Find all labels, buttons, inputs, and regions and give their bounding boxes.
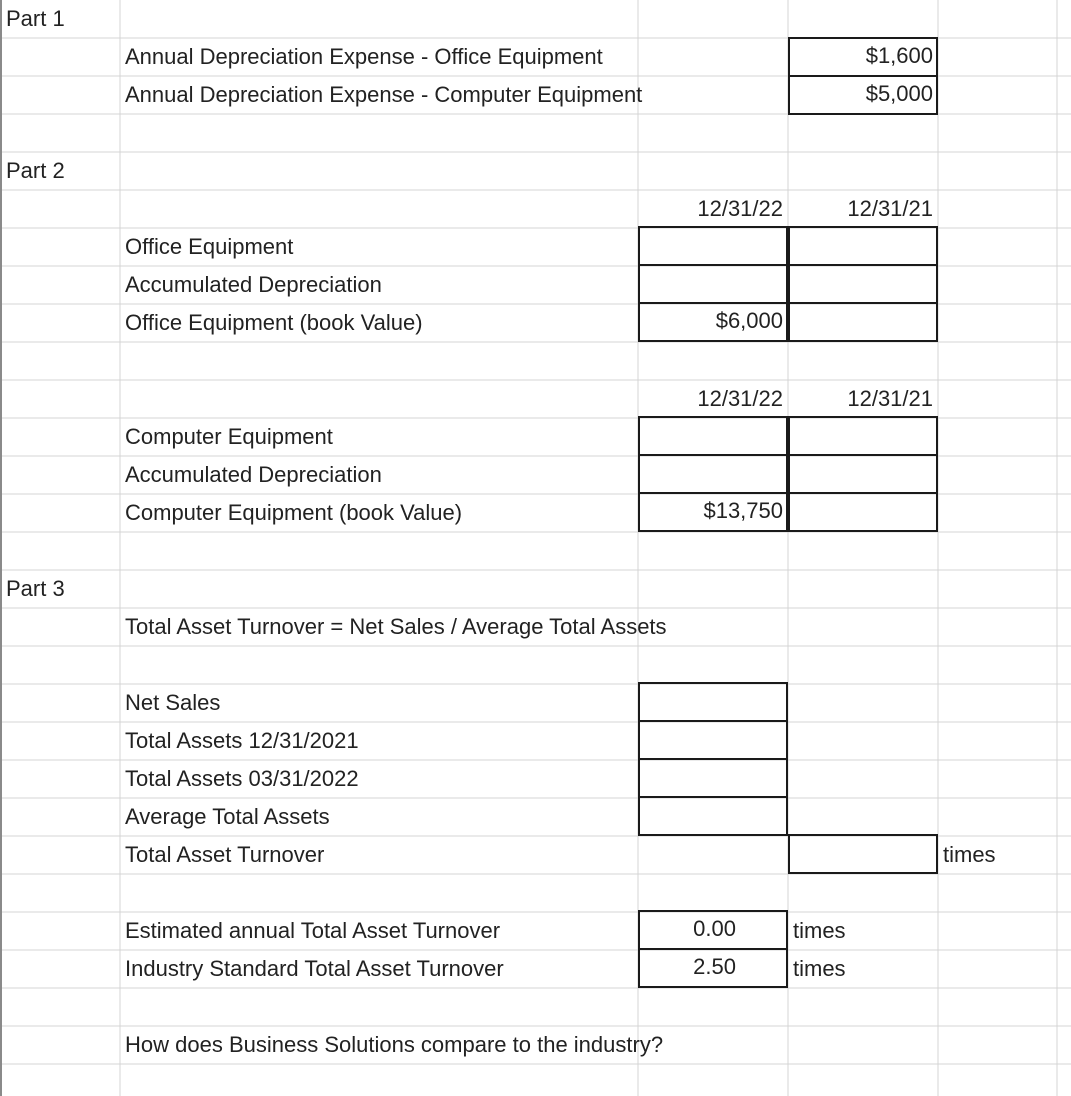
total-asset-turnover-box <box>788 834 938 874</box>
industry-turnover-value[interactable]: 2.50 <box>693 954 736 979</box>
total-assets-2022-box <box>638 758 788 798</box>
office-col-header-2022: 12/31/22 <box>697 196 783 221</box>
computer-equipment-label: Computer Equipment <box>125 424 333 449</box>
computer-accum-dep-label: Accumulated Depreciation <box>125 462 382 487</box>
computer-accum-dep-2021-box <box>788 454 938 494</box>
computer-col-header-2022: 12/31/22 <box>697 386 783 411</box>
office-accum-dep-label: Accumulated Depreciation <box>125 272 382 297</box>
part2-heading: Part 2 <box>6 158 65 183</box>
office-equipment-2021-box <box>788 226 938 266</box>
total-assets-2022-label: Total Assets 03/31/2022 <box>125 766 359 791</box>
computer-book-value-2021-box <box>788 492 938 532</box>
office-equipment-label: Office Equipment <box>125 234 294 259</box>
estimated-turnover-unit: times <box>793 918 846 943</box>
computer-book-value-label: Computer Equipment (book Value) <box>125 500 463 525</box>
part1-office-depreciation-value[interactable]: $1,600 <box>865 43 933 68</box>
average-total-assets-label: Average Total Assets <box>125 804 330 829</box>
total-assets-2021-box <box>638 720 788 760</box>
office-equipment-2022-box <box>638 226 788 266</box>
net-sales-box <box>638 682 788 722</box>
net-sales-label: Net Sales <box>125 690 221 715</box>
part1-heading: Part 1 <box>6 6 65 31</box>
estimated-turnover-label: Estimated annual Total Asset Turnover <box>125 918 501 943</box>
computer-accum-dep-2022-box <box>638 454 788 494</box>
average-total-assets-box <box>638 796 788 836</box>
part1-office-depreciation-label: Annual Depreciation Expense - Office Equipment <box>125 44 603 69</box>
industry-turnover-label: Industry Standard Total Asset Turnover <box>125 956 504 981</box>
office-book-value-2021-box <box>788 302 938 342</box>
part3-heading: Part 3 <box>6 576 65 601</box>
office-accum-dep-2021-box <box>788 264 938 304</box>
turnover-formula: Total Asset Turnover = Net Sales / Average Total Assets <box>125 614 667 639</box>
comparison-question: How does Business Solutions compare to the industry? <box>125 1032 664 1057</box>
part1-computer-depreciation-value[interactable]: $5,000 <box>865 81 933 106</box>
computer-col-header-2021: 12/31/21 <box>847 386 933 411</box>
office-book-value-2022-cell[interactable]: $6,000 <box>715 308 783 333</box>
estimated-turnover-value[interactable]: 0.00 <box>693 916 736 941</box>
total-asset-turnover-label: Total Asset Turnover <box>125 842 325 867</box>
office-col-header-2021: 12/31/21 <box>847 196 933 221</box>
total-assets-2021-label: Total Assets 12/31/2021 <box>125 728 359 753</box>
office-accum-dep-2022-box <box>638 264 788 304</box>
office-book-value-label: Office Equipment (book Value) <box>125 310 423 335</box>
industry-turnover-unit: times <box>793 956 846 981</box>
computer-book-value-2022-cell[interactable]: $13,750 <box>703 498 783 523</box>
computer-equipment-2021-box <box>788 416 938 456</box>
computer-equipment-2022-box <box>638 416 788 456</box>
part1-computer-depreciation-label: Annual Depreciation Expense - Computer Equipment <box>125 82 643 107</box>
total-asset-turnover-unit: times <box>943 842 996 867</box>
